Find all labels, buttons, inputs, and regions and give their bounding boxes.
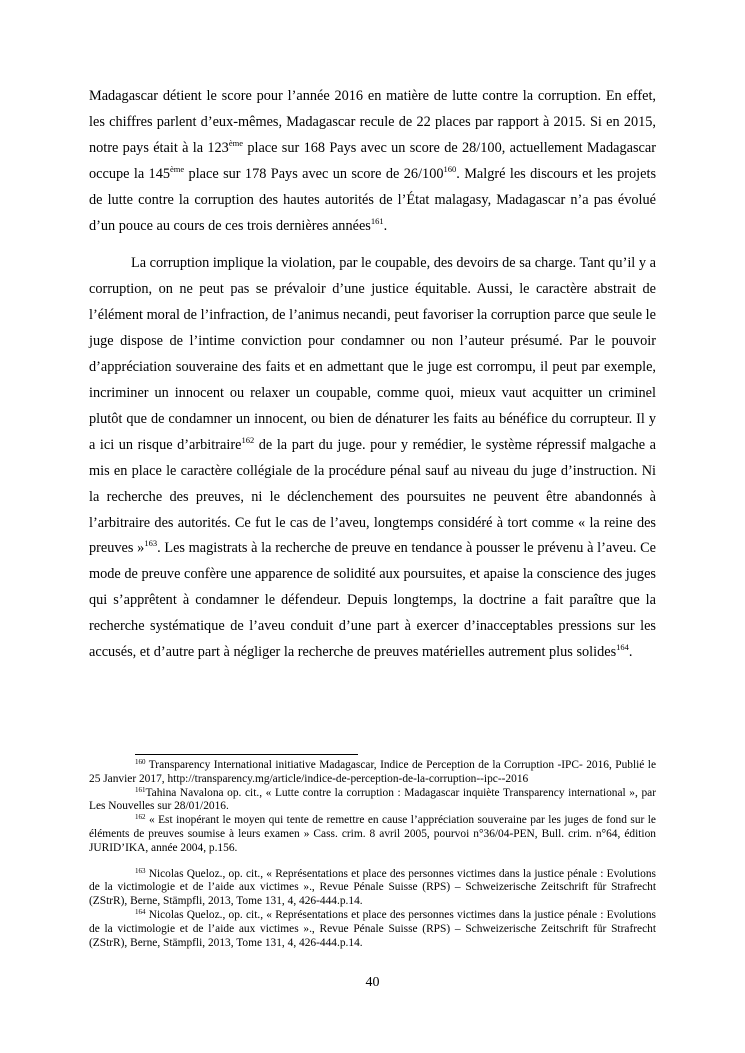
footnote-ref-160: 160 (443, 163, 457, 174)
footnote-separator (135, 754, 358, 755)
footnote-164: $^{164}$ Nicolas Queloz., op. cit., « Représentations et place des personnes victimes dans la justice pénale : Evolutions de la victimologie et de l’aide aux victimes »., Revue Pénale Suisse (RPS) – Schweizerische Zeitschrift für Strafrecht (ZStrR), Berne, Stämpfli, 2013, Tome 131, 4, 426-444.p.14. (89, 907, 656, 949)
page-body (89, 84, 656, 666)
footnotes (89, 754, 656, 950)
footnote-162: $^{162}$ « Est inopérant le moyen qui tente de remettre en cause l’appréciation souveraine par les juges de fond sur le éléments de preuves soumise à leurs examen » Cass. crim. 8 avril 2005, pourvoi n°36/04-PEN, Bull. crim. n°64, édition JURID’IKA, année 2004, p.156. (89, 813, 656, 854)
footnote-ref-162: 162 (241, 434, 255, 445)
footnote-ref-161: 161 (370, 215, 384, 226)
superscript-eme: ème (228, 137, 244, 148)
footnote-ref-164: 164 (616, 642, 629, 653)
superscript-eme: ème (170, 163, 185, 174)
page-number: 40 (365, 975, 380, 990)
paragraph-1: Madagascar détient le score pour l’année 2016 en matière de lutte contre la corruption. En effet, les chiffres parlent d’eux-mêmes, Madagascar recule de 22 places par rapport à 2015. Si en 2015, notre pays était à la 123ème place sur 168 Pays avec un score de 28/100, actuellement Madagascar occupe la 145ème place sur 178 Pays avec un score de $26/100^{160}$. Malgré les discours et les projets de lutte contre la corruption des hautes autorités de l’État malagasy, Madagascar n’a pas évolué d’un pouce au cours de ces trois dernières années$^{161}$. (89, 88, 657, 234)
footnote-163: $^{163}$ Nicolas Queloz., op. cit., « Représentations et place des personnes victimes dans la justice pénale : Evolutions de la victimologie et de l’aide aux victimes »., Revue Pénale Suisse (RPS) – Schweizerische Zeitschrift für Strafrecht (ZStrR), Berne, Stämpfli, 2013, Tome 131, 4, 426-444.p.14. (89, 866, 656, 908)
paragraph-2: La corruption implique la violation, par le coupable, des devoirs de sa charge. Tant qu’il y a corruption, on ne peut pas se prévaloir d’une justice équitable. Aussi, le caractère abstrait de l’élément moral de l’infraction, de l’animus necandi, peut favoriser la corruption parce que seule le juge dispose de l’intime conviction pour condamner ou non l’auteur présumé. Par le pouvoir d’appréciation souveraine des faits et en admettant que le juge est corrompu, il peut par exemple, incriminer un innocent ou relaxer un coupable, comme quoi, mieux vaut acquitter un criminel plutôt que de condamner un innocent, ou bien de dénaturer les faits au bénéfice du corrupteur. Il y a ici un risque d’arbitraire$^{162}$ de la part du juge. pour y remédier, le système répressif malgache a mis en place le caractère collégiale de la procédure pénal sauf au niveau du juge d’instruction. Ni la recherche des preuves, ni le déclenchement des poursuites ne peuvent être abandonnés à l’arbitraire des autorités. Ce fut le cas de l’aveu, longtemps considéré à tort comme « la reine des preuves »$^{163}$. Les magistrats à la recherche de preuve en tendance à pousser le prévenu à l’aveu. Ce mode de preuve confère une apparence de solidité aux poursuites, et apaise la conscience des juges qui s’apprêtent à condamner le défendeur. Depuis longtemps, la doctrine a fait paraître que la recherche systématique de l’aveu conduit d’une part à exercer d’inacceptables pressions sur les accusés, et d’autre part à négliger la recherche de preuves matérielles autrement plus solides$^{164}$. (89, 255, 656, 661)
footnote-161: $^{161}$Tahina Navalona op. cit., « Lutte contre la corruption : Madagascar inquiète Transparency international », par Les Nouvelles sur 28/01/2016. (89, 785, 656, 813)
footnote-ref-163: 163 (144, 538, 158, 549)
footnote-160: $^{160}$ Transparency International initiative Madagascar, Indice de Perception de la Corruption -IPC- 2016, Publié le 25 Janvier 2017, http://transparency.mg/article/indice-de-perception-de-la-corruption--ipc--2016 (89, 758, 656, 785)
